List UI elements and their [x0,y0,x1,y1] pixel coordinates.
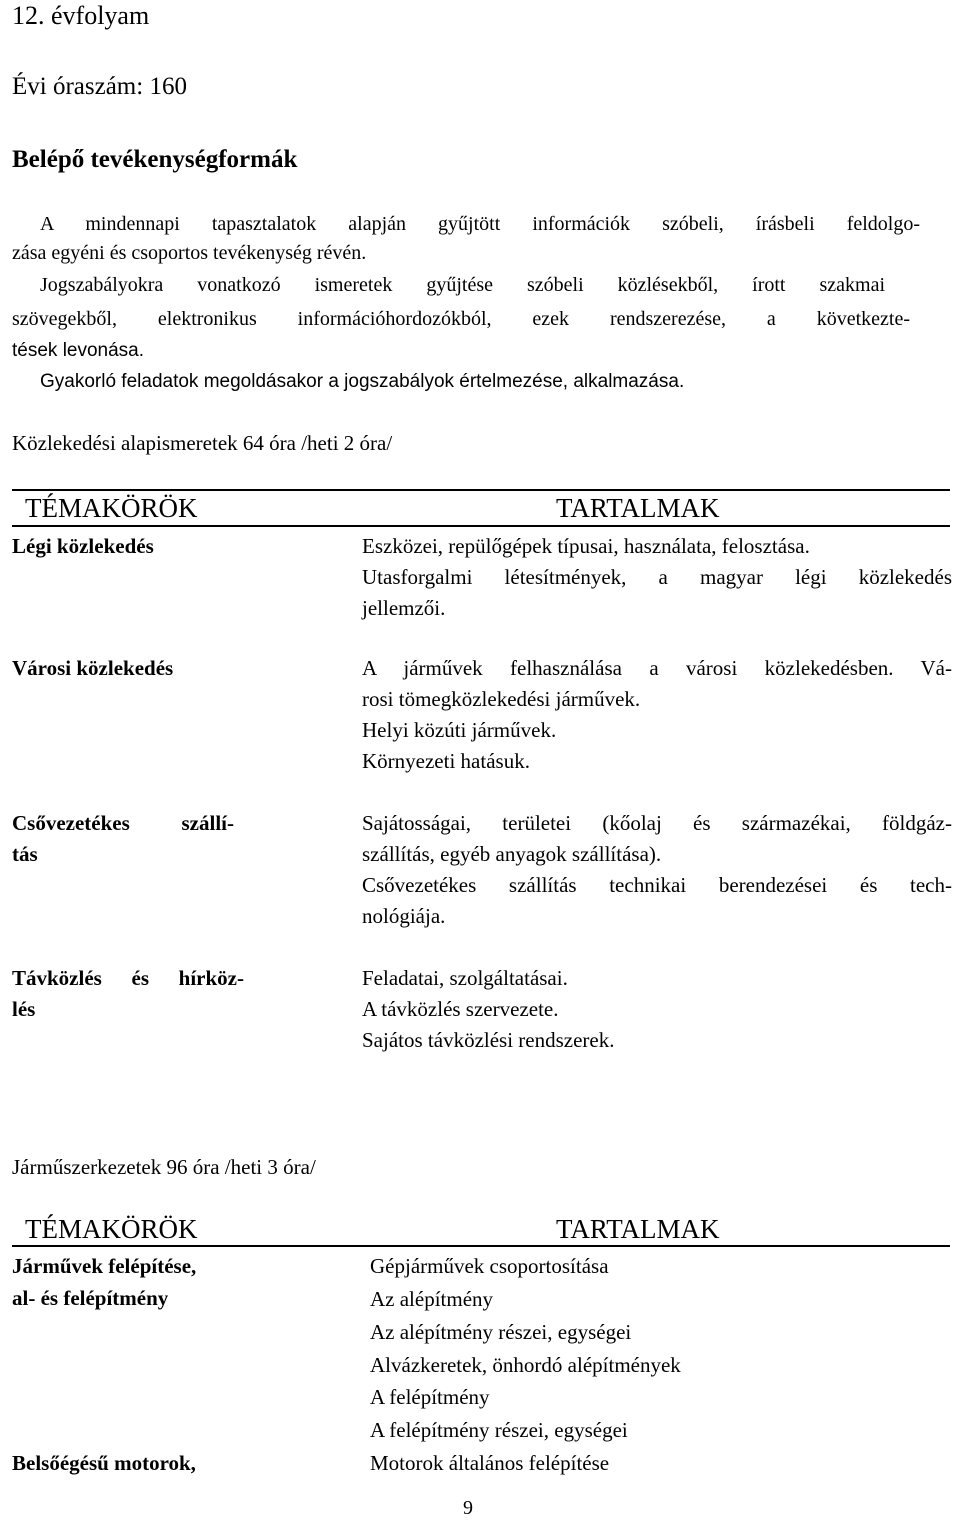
grade-heading: 12. évfolyam [12,1,150,30]
annual-hours: Évi óraszám: 160 [12,73,187,100]
entry-activity-line: szövegekből, elektronikus információhordozókból, ezek rendszerezése, a következte- [12,308,910,330]
section1-rule-top [12,489,950,491]
section1-content-line: Környezeti hatásuk. [362,749,530,773]
section2-content-line: A felépítmény [370,1385,490,1409]
section1-content-line: jellemzői. [362,596,446,620]
entry-activity-line: A mindennapi tapasztalatok alapján gyűjtött információk szóbeli, írásbeli feldolgo- [40,213,920,235]
section1-content-line: A járművek felhasználása a városi közlekedésben. Vá- [362,656,952,680]
section2-col-contents: TARTALMAK [556,1214,720,1244]
entry-activity-line: zása egyéni és csoportos tevékenység révén. [12,242,367,264]
section2-content-line: Gépjárművek csoportosítása [370,1254,609,1278]
section1-rule-bottom [12,525,950,527]
section2-rule [12,1245,950,1247]
entry-activity-line: Jogszabályokra vonatkozó ismeretek gyűjtése szóbeli közlésekből, írott szakmai [40,274,885,296]
section1-content-line: Utasforgalmi létesítmények, a magyar légi közlekedés [362,565,952,589]
section1-content-line: Eszközei, repülőgépek típusai, használata, felosztása. [362,534,810,558]
section2-content-line: Motorok általános felépítése [370,1451,610,1475]
section1-topic: Távközlés és hírköz- [12,966,244,990]
section2-col-topics: TÉMAKÖRÖK [25,1214,198,1244]
section1-content-line: Csővezetékes szállítás technikai berendezései és tech- [362,873,952,897]
section1-topic: Csővezetékes szállí- [12,811,234,835]
entry-activities-title: Belépő tevékenységformák [12,146,298,173]
section1-topic: Városi közlekedés [12,656,174,680]
section1-content-line: Sajátosságai, területei (kőolaj és származékai, földgáz- [362,811,952,835]
section1-content-line: rosi tömegközlekedési járművek. [362,687,641,711]
section2-content-line: Az alépítmény [370,1287,494,1311]
entry-activity-line: tések levonása. [12,340,145,361]
section1-col-topics: TÉMAKÖRÖK [25,493,198,523]
section1-col-contents: TARTALMAK [556,493,720,523]
section1-topic: lés [12,997,36,1021]
page-number: 9 [463,1497,473,1519]
entry-activity-line: Gyakorló feladatok megoldásakor a jogszabályok értelmezése, alkalmazása. [40,371,685,392]
section2-content-line: A felépítmény részei, egységei [370,1418,628,1442]
section2-topic: al- és felépítmény [12,1286,169,1310]
section2-content-line: Alvázkeretek, önhordó alépítmények [370,1353,681,1377]
section1-content-line: A távközlés szervezete. [362,997,559,1021]
section1-topic: tás [12,842,38,866]
section1-content-line: Feladatai, szolgáltatásai. [362,966,568,990]
section1-content-line: nológiája. [362,904,446,928]
section2-content-line: Az alépítmény részei, egységei [370,1320,632,1344]
section1-topic: Légi közlekedés [12,534,154,558]
section1-content-line: Sajátos távközlési rendszerek. [362,1028,615,1052]
section2-topic: Járművek felépítése, [12,1254,197,1278]
section2-topic: Belsőégésű motorok, [12,1451,196,1475]
section1-content-line: Helyi közúti járművek. [362,718,557,742]
section1-title: Közlekedési alapismeretek 64 óra /heti 2 óra/ [12,431,393,455]
section1-content-line: szállítás, egyéb anyagok szállítása). [362,842,662,866]
section2-title: Járműszerkezetek 96 óra /heti 3 óra/ [12,1155,316,1179]
